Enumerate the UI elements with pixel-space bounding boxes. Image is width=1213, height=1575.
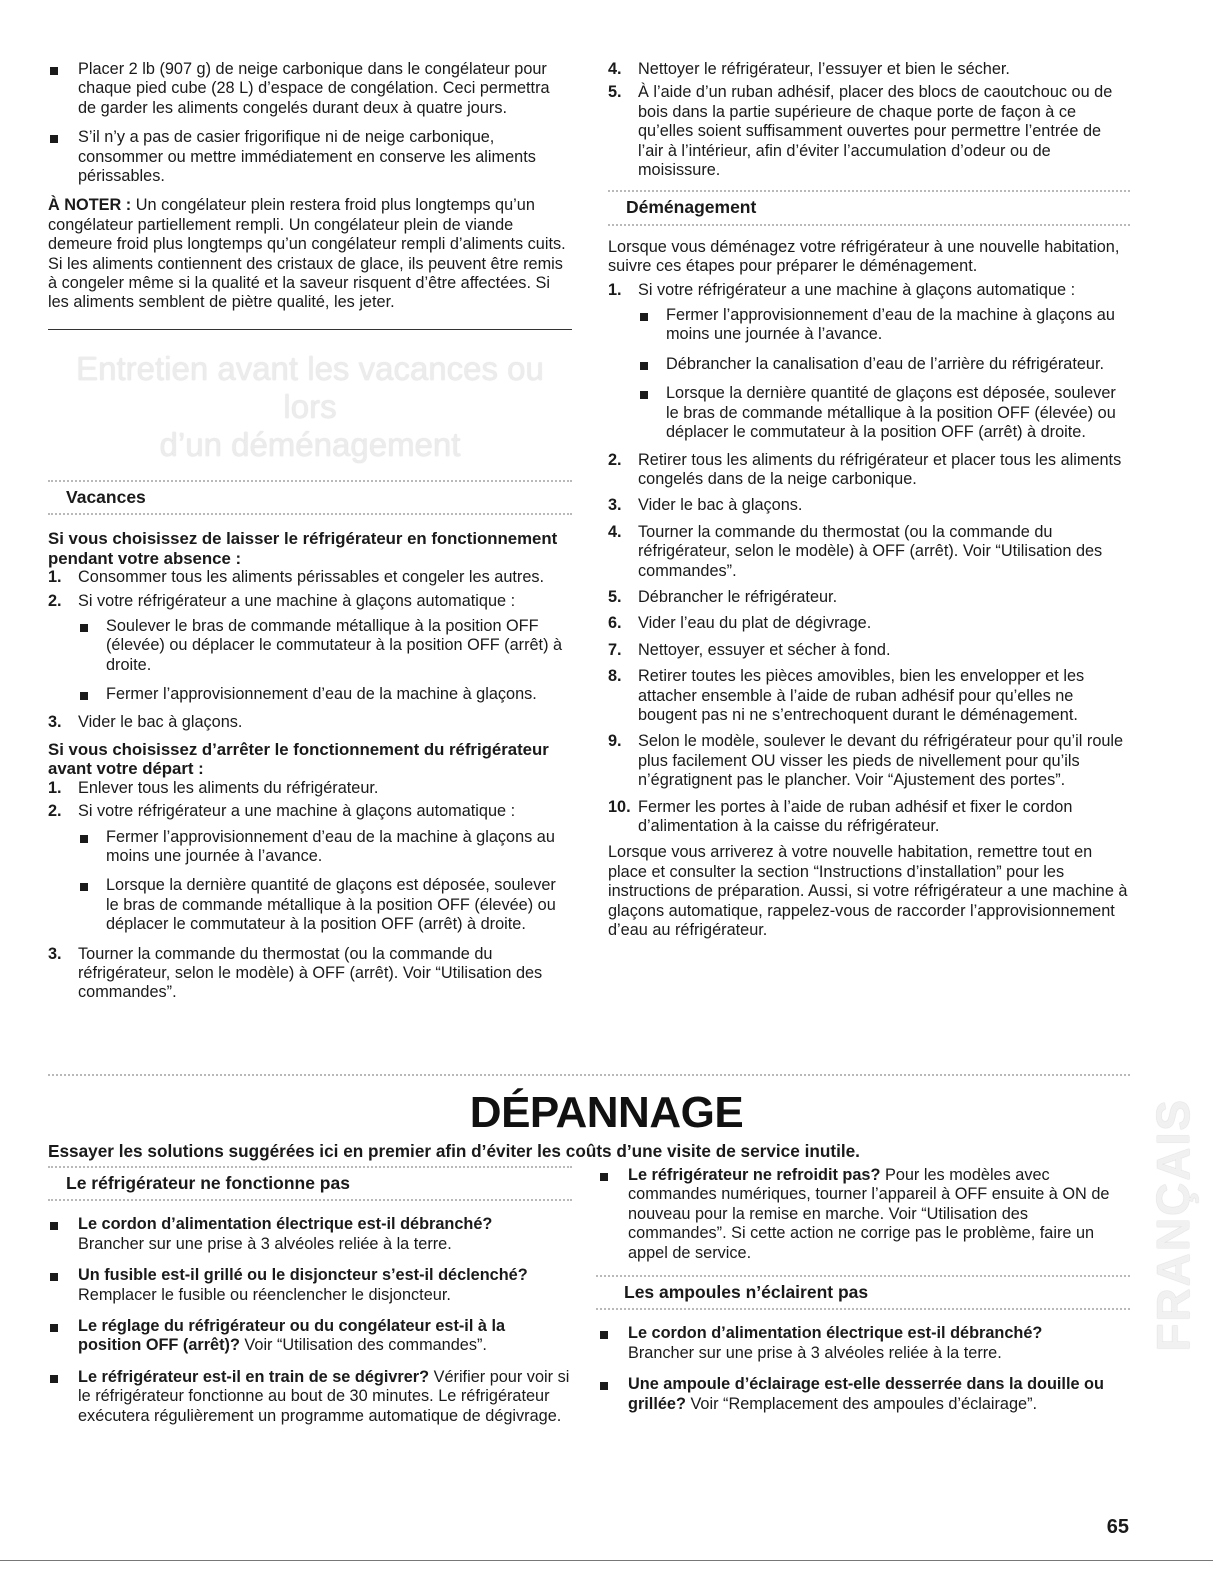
list-item xyxy=(598,1324,1130,1363)
answer: Brancher sur une prise à 3 alvéoles reliée à la terre. xyxy=(628,1343,1002,1362)
step-number: 10. xyxy=(608,797,631,816)
step-item xyxy=(608,60,1130,79)
depannage-left-column xyxy=(48,1166,572,1426)
section-heading: Le réfrigérateur ne fonctionne pas xyxy=(66,1173,350,1193)
step-number: 1. xyxy=(48,778,62,797)
step-number: 5. xyxy=(608,83,622,102)
step-item xyxy=(48,713,572,732)
right-column xyxy=(608,60,1130,940)
vacances-heading: Vacances xyxy=(66,486,146,507)
step-text: Retirer toutes les pièces amovibles, bien les envelopper et les attacher ensemble à l’aide de ruban adhésif pour qu’elles ne bougent pas ni ne s’entrechoquent durant le déménagement. xyxy=(638,667,1085,724)
step-text: Tourner la commande du thermostat (ou la commande du réfrigérateur, selon le modèle) à OFF (arrêt). Voir “Utilisation des commandes”. xyxy=(78,944,543,1002)
step-item xyxy=(608,798,1130,837)
step-text: Nettoyer le réfrigérateur, l’essuyer et bien le sécher. xyxy=(638,60,1010,78)
dotted-rule xyxy=(48,513,572,515)
list-item: Placer 2 lb (907 g) de neige carbonique dans le congélateur pour chaque pied cube (28 L) d’espace de congélation. Ceci permettra de garder les aliments congelés durant deux à quatre jours. xyxy=(48,60,572,118)
step-text: Nettoyer, essuyer et sécher à fond. xyxy=(638,640,891,659)
list-item: Lorsque la dernière quantité de glaçons est déposée, soulever le bras de commande métallique à la position OFF (élevée) ou déplacer le commutateur à la position OFF (arrêt) à droite. xyxy=(638,384,1130,442)
step-text: Vider le bac à glaçons. xyxy=(638,496,803,515)
step-item xyxy=(608,281,1130,300)
step-item xyxy=(608,451,1130,490)
question: Le réglage du réfrigérateur ou du congélateur est-il à la position OFF (arrêt)? xyxy=(78,1317,506,1355)
depannage-title: DÉPANNAGE xyxy=(469,1088,744,1137)
list-item: Fermer l’approvisionnement d’eau de la machine à glaçons au moins une journée à l’avance. xyxy=(78,828,572,867)
dotted-rule xyxy=(48,1199,572,1201)
left-column xyxy=(48,60,572,1003)
section-divider xyxy=(48,329,572,330)
step-text: Tourner la commande du thermostat (ou la commande du réfrigérateur, selon le modèle) à OFF (arrêt). Voir “Utilisation des commandes”. xyxy=(638,522,1103,580)
answer: Voir “Remplacement des ampoules d’éclairage”. xyxy=(685,1394,1038,1413)
section-title-line: Entretien avant les vacances ou lors xyxy=(76,349,544,425)
step-item xyxy=(608,83,1130,180)
dotted-rule xyxy=(596,1275,1130,1277)
step-text: Consommer tous les aliments périssables et congeler les autres. xyxy=(78,568,545,587)
step-text: À l’aide d’un ruban adhésif, placer des blocs de caoutchouc ou de bois dans la partie supérieure de chaque porte de façon à ce qu’elles soient suffisamment ouvertes pour permettre l’entrée de l’air à l’intérieur, afin d’éviter l’accumulation d’odeur ou de moisissure. xyxy=(638,83,1113,180)
question: Le réfrigérateur est-il en train de se dégivrer? xyxy=(78,1367,430,1386)
step-text: Fermer les portes à l’aide de ruban adhésif et fixer le cordon d’alimentation à la caisse du réfrigérateur. xyxy=(638,797,1073,835)
list-item: Fermer l’approvisionnement d’eau de la machine à glaçons au moins une journée à l’avance. xyxy=(638,306,1130,345)
answer: Remplacer le fusible ou réenclencher le disjoncteur. xyxy=(78,1285,451,1304)
step-number: 1. xyxy=(48,568,62,587)
step-item xyxy=(608,732,1130,790)
side-tab-label: FRANÇAIS xyxy=(1147,1098,1200,1352)
list-item: Débrancher la canalisation d’eau de l’arrière du réfrigérateur. xyxy=(638,355,1130,374)
list-item: S’il n’y a pas de casier frigorifique ni de neige carbonique, consommer ou mettre immédiatement en conserve les aliments périssables. xyxy=(48,128,572,186)
language-side-tab xyxy=(1147,1090,1200,1360)
step-number: 9. xyxy=(608,732,622,751)
step-item xyxy=(608,588,1130,607)
dotted-rule xyxy=(48,480,572,482)
step-item xyxy=(48,802,572,821)
dotted-rule xyxy=(608,224,1130,226)
list-item xyxy=(48,1215,572,1254)
step-number: 2. xyxy=(608,450,622,469)
depannage-right-column xyxy=(596,1166,1130,1414)
list-item: Fermer l’approvisionnement d’eau de la machine à glaçons. xyxy=(78,685,572,704)
dotted-rule xyxy=(608,190,1130,192)
question: Le cordon d’alimentation électrique est-il débranché? xyxy=(628,1324,1043,1343)
step-text: Débrancher le réfrigérateur. xyxy=(638,587,838,606)
list-item xyxy=(48,1266,572,1305)
list-item: Lorsque la dernière quantité de glaçons est déposée, soulever le bras de commande métallique à la position OFF (élevée) ou déplacer le commutateur à la position OFF (arrêt) à droite. xyxy=(78,876,572,934)
depannage-intro: Essayer les solutions suggérées ici en premier afin d’éviter les coûts d’une visite de service inutile. xyxy=(48,1141,860,1161)
subsection-heading: Si vous choisissez d’arrêter le fonctionnement du réfrigérateur avant votre départ : xyxy=(48,739,549,779)
step-number: 5. xyxy=(608,587,622,606)
list-item xyxy=(598,1375,1130,1414)
note-paragraph xyxy=(48,196,572,312)
step-text: Vider l’eau du plat de dégivrage. xyxy=(638,614,872,633)
step-item xyxy=(608,667,1130,725)
step-item xyxy=(608,641,1130,660)
section-title xyxy=(48,350,572,464)
dotted-rule xyxy=(48,1166,572,1168)
step-item xyxy=(48,568,572,587)
question: Le cordon d’alimentation électrique est-il débranché? xyxy=(78,1215,493,1234)
step-number: 2. xyxy=(48,802,62,821)
bottom-edge-line xyxy=(0,1560,1213,1561)
step-text: Selon le modèle, soulever le devant du réfrigérateur pour qu’il roule plus facilement OU visser les pieds de nivellement pour qu’ils n’égratignent pas le plancher. Voir “Ajustement des portes”. xyxy=(638,732,1124,790)
paragraph: Lorsque vous déménagez votre réfrigérateur à une nouvelle habitation, suivre ces étapes pour préparer le déménagement. xyxy=(608,237,1120,276)
page-number: 65 xyxy=(1106,1516,1129,1538)
step-text: Enlever tous les aliments du réfrigérateur. xyxy=(78,778,379,797)
question: Le réfrigérateur ne refroidit pas? xyxy=(628,1166,881,1184)
step-number: 3. xyxy=(48,944,62,963)
answer: Brancher sur une prise à 3 alvéoles reliée à la terre. xyxy=(78,1234,452,1253)
step-text: Retirer tous les aliments du réfrigérateur et placer tous les aliments congelés dans de la neige carbonique. xyxy=(638,450,1122,488)
step-number: 4. xyxy=(608,522,622,541)
step-number: 8. xyxy=(608,667,622,686)
step-number: 2. xyxy=(48,591,62,610)
answer: Pour les modèles avec commandes numériques, tourner l’appareil à OFF ensuite à ON de nouveau pour la remise en marche. Voir “Utilisation des commandes”. Si cette action ne corrige pas le problème, faire un appel de service. xyxy=(628,1166,1110,1262)
answer: Vérifier pour voir si le réfrigérateur fonctionne au bout de 30 minutes. Le réfrigérateur exécutera régulièrement un programme automatique de dégivrage. xyxy=(78,1367,570,1425)
answer: Voir “Utilisation des commandes”. xyxy=(239,1336,487,1355)
list-item xyxy=(48,1317,572,1356)
step-number: 7. xyxy=(608,640,622,659)
note-text: Un congélateur plein restera froid plus longtemps qu’un congélateur partiellement rempli. Un congélateur plein de viande demeure froid plus longtemps qu’un congélateur rempli d’aliments cuits. Si les aliments contiennent des cristaux de glace, ils peuvent être remis à congeler même si la qualité et la saveur risquent d’être affectées. Si les aliments semblent de piètre qualité, les jeter. xyxy=(48,196,566,312)
step-number: 4. xyxy=(608,60,622,78)
list-item xyxy=(48,1368,572,1426)
step-item xyxy=(608,496,1130,515)
step-text: Si votre réfrigérateur a une machine à glaçons automatique : xyxy=(78,802,516,821)
section-title-line: d’un déménagement xyxy=(159,425,461,463)
dotted-rule xyxy=(596,1308,1130,1310)
step-item xyxy=(608,614,1130,633)
step-number: 6. xyxy=(608,614,622,633)
dotted-rule xyxy=(48,1074,1130,1076)
question: Une ampoule d’éclairage est-elle desserrée dans la douille ou grillée? xyxy=(628,1375,1104,1413)
list-item: Soulever le bras de commande métallique à la position OFF (élevée) ou déplacer le commutateur à la position OFF (arrêt) à droite. xyxy=(78,617,572,675)
note-label: À NOTER : xyxy=(48,196,132,215)
step-number: 3. xyxy=(48,712,62,731)
question: Un fusible est-il grillé ou le disjoncteur s’est-il déclenché? xyxy=(78,1266,528,1285)
step-text: Si votre réfrigérateur a une machine à glaçons automatique : xyxy=(638,280,1076,299)
step-item xyxy=(48,945,572,1003)
step-text: Vider le bac à glaçons. xyxy=(78,712,243,731)
step-item xyxy=(48,779,572,798)
list-item xyxy=(598,1166,1130,1263)
step-number: 3. xyxy=(608,496,622,515)
subsection-heading: Si vous choisissez de laisser le réfrigérateur en fonctionnement pendant votre absence : xyxy=(48,529,558,568)
step-item xyxy=(608,523,1130,581)
step-text: Si votre réfrigérateur a une machine à glaçons automatique : xyxy=(78,591,516,610)
demenagement-heading: Déménagement xyxy=(626,197,757,218)
step-item xyxy=(48,592,572,611)
step-number: 1. xyxy=(608,280,622,299)
section-heading: Les ampoules n’éclairent pas xyxy=(624,1282,869,1303)
paragraph: Lorsque vous arriverez à votre nouvelle habitation, remettre tout en place et consulter la section “Instructions d’installation” pour les instructions de préparation. Aussi, si votre réfrigérateur a une machine à glaçons automatique, rappelez-vous de raccorder l’approvisionnement d’eau au réfrigérateur. xyxy=(608,843,1128,940)
